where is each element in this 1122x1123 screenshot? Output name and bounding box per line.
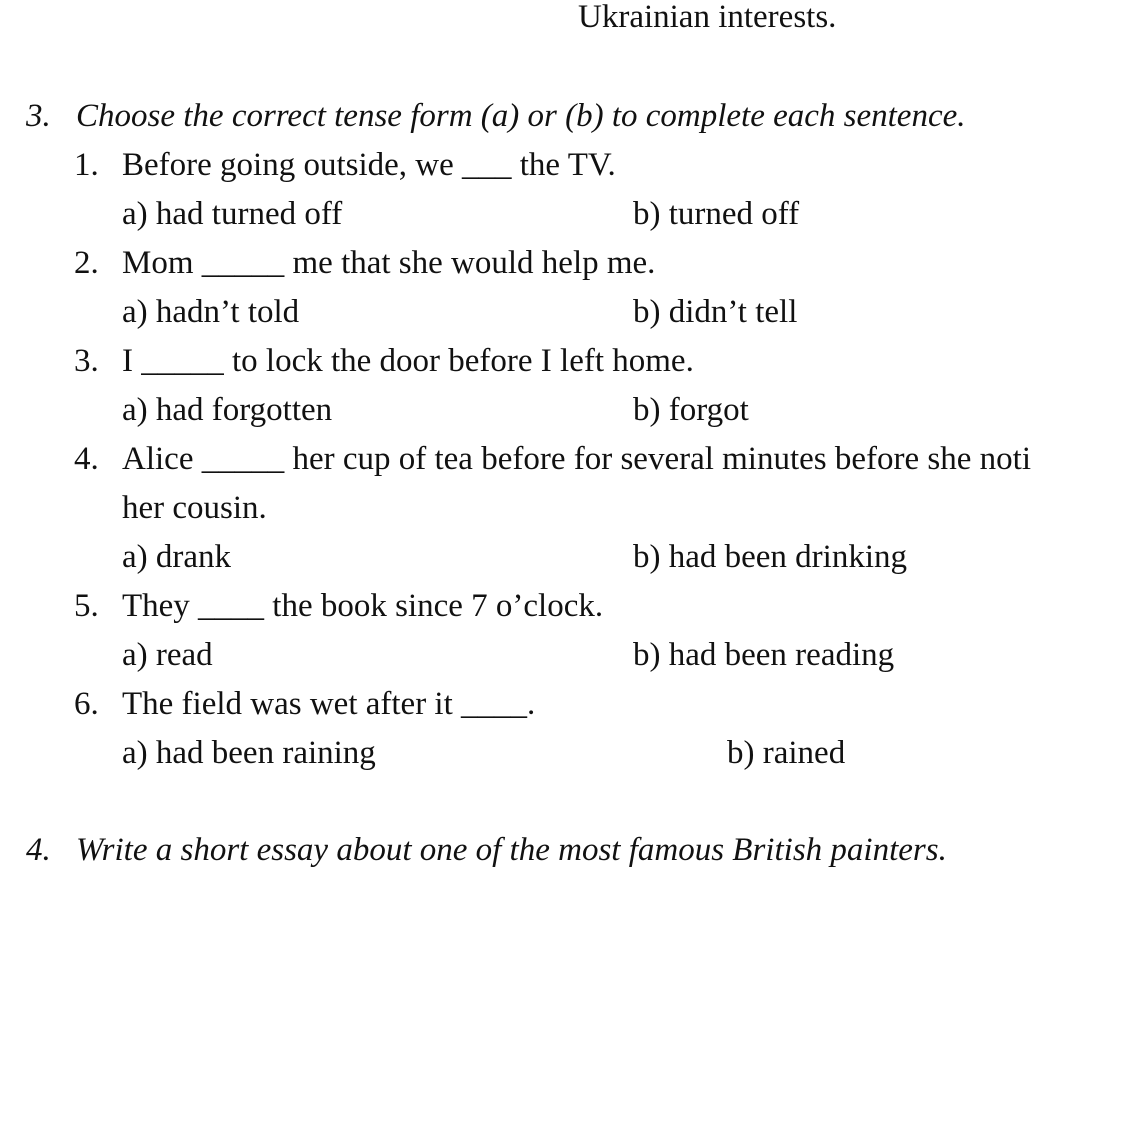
item-4-sentence: Alice _____ her cup of tea before for several minutes before she noti xyxy=(122,441,1031,477)
item-6-option-b: b) rained xyxy=(727,735,846,771)
top-fragment-text: Ukrainian interests. xyxy=(578,0,837,35)
item-2-sentence: Mom _____ me that she would help me. xyxy=(122,245,656,281)
item-4-number: 4. xyxy=(74,441,99,477)
item-4-continuation: her cousin. xyxy=(122,490,267,526)
item-2-option-b: b) didn’t tell xyxy=(633,294,798,330)
item-3-option-a: a) had forgotten xyxy=(122,392,333,428)
item-4-option-b: b) had been drinking xyxy=(633,539,908,575)
item-2-option-a: a) hadn’t told xyxy=(122,294,300,330)
item-5-option-b: b) had been reading xyxy=(633,637,895,673)
task4-instruction: Write a short essay about one of the most famous British painters. xyxy=(76,832,947,868)
item-1-option-b: b) turned off xyxy=(633,196,800,232)
item-1-sentence: Before going outside, we ___ the TV. xyxy=(122,147,616,183)
item-5-sentence: They ____ the book since 7 o’clock. xyxy=(122,588,604,624)
item-1-option-a: a) had turned off xyxy=(122,196,343,232)
item-1-number: 1. xyxy=(74,147,99,183)
item-3-option-b: b) forgot xyxy=(633,392,749,428)
item-6-number: 6. xyxy=(74,686,99,722)
item-6-option-a: a) had been raining xyxy=(122,735,376,771)
item-3-number: 3. xyxy=(74,343,99,379)
item-3-sentence: I _____ to lock the door before I left home. xyxy=(122,343,694,379)
item-5-number: 5. xyxy=(74,588,99,624)
item-5-option-a: a) read xyxy=(122,637,213,673)
item-6-sentence: The field was wet after it ____. xyxy=(122,686,536,722)
item-4-option-a: a) drank xyxy=(122,539,232,575)
task3-number: 3. xyxy=(26,98,51,134)
task4-number: 4. xyxy=(26,832,51,868)
task3-instruction: Choose the correct tense form (a) or (b) to complete each sentence. xyxy=(76,98,966,134)
item-2-number: 2. xyxy=(74,245,99,281)
